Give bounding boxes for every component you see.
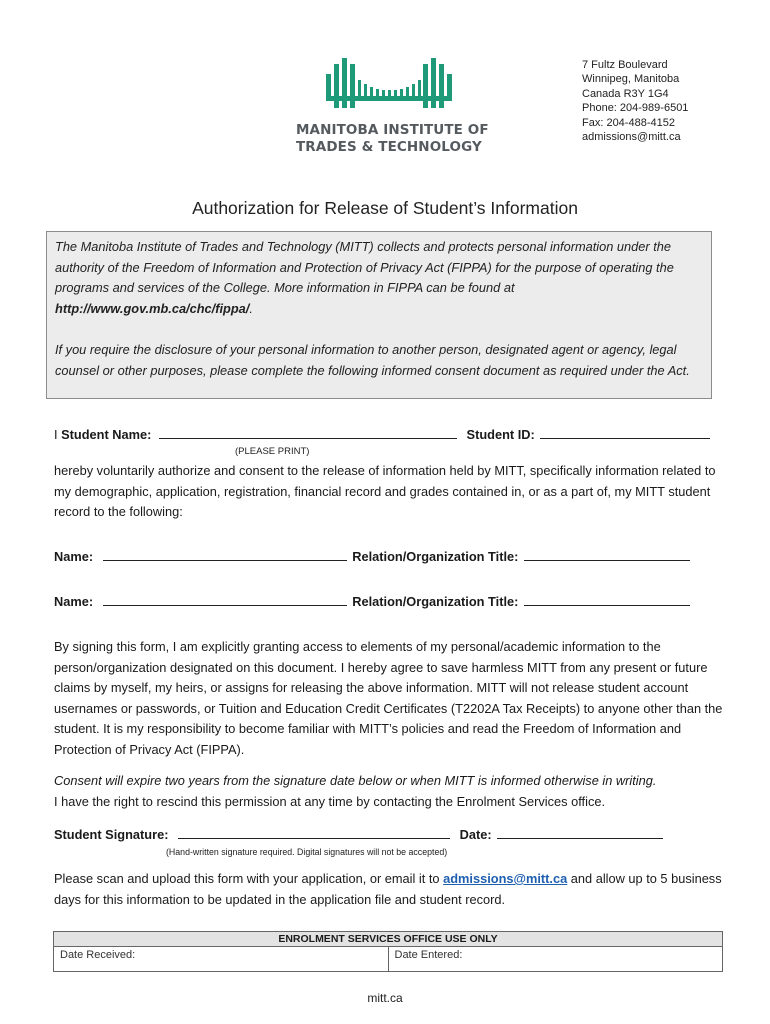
upload-paragraph xyxy=(54,869,734,910)
consent-expiry: Consent will expire two years from the signature date below or when MITT is informed otherwise in writing. xyxy=(54,773,657,788)
upload-text: Please scan and upload this form with your application, or email it to xyxy=(54,871,444,886)
date-entered-cell: Date Entered: xyxy=(388,947,723,972)
student-id-label: Student ID: xyxy=(466,427,535,442)
date-received-cell: Date Received: xyxy=(54,947,389,972)
signature-label: Student Signature: xyxy=(54,827,169,842)
contact-fax: Fax: 204-488-4152 xyxy=(582,116,675,129)
recipient-row-2 xyxy=(54,591,690,613)
office-use-heading: ENROLMENT SERVICES OFFICE USE ONLY xyxy=(54,932,723,947)
footer-website: mitt.ca xyxy=(367,991,403,1005)
contact-block xyxy=(582,58,688,144)
mitt-logo xyxy=(296,58,489,158)
rescind-text: I have the right to rescind this permission at any time by contacting the Enrolment Services office. xyxy=(54,793,606,809)
student-name-field[interactable] xyxy=(159,424,457,439)
notice-period: . xyxy=(249,300,253,316)
contact-street: 7 Fultz Boulevard xyxy=(582,59,668,71)
print-note: (PLEASE PRINT) xyxy=(235,446,310,457)
contact-email: admissions@mitt.ca xyxy=(582,131,681,144)
contact-postal: Canada R3Y 1G4 xyxy=(582,87,669,100)
fippa-link[interactable]: http://www.gov.mb.ca/chc/fippa/ xyxy=(55,300,250,316)
privacy-notice xyxy=(46,231,712,399)
contact-city: Winnipeg, Manitoba xyxy=(582,73,680,86)
bridge-icon xyxy=(326,58,452,110)
recipient-name-label: Name: xyxy=(54,594,94,609)
recipient-row-1 xyxy=(54,546,690,568)
recipient-name-field[interactable] xyxy=(103,546,347,561)
relation-field[interactable] xyxy=(524,591,690,606)
student-prefix: I xyxy=(54,427,58,442)
consent-block xyxy=(54,771,734,812)
signature-line xyxy=(54,824,663,846)
student-id-field[interactable] xyxy=(540,424,710,439)
recipient-name-field[interactable] xyxy=(103,591,347,606)
upload-text-end: and allow up to 5 business days for this information to be updated in the application file and student record. xyxy=(54,871,722,907)
logo-line-2: TRADES & TECHNOLOGY xyxy=(296,139,482,155)
student-line xyxy=(54,424,710,446)
notice-paragraph-2: If you require the disclosure of your personal information to another person, designated agent or agency, legal counsel or other purposes, please complete the following informed consent document as required under the Act. xyxy=(55,341,690,378)
notice-paragraph-1 xyxy=(55,237,703,319)
relation-label: Relation/Organization Title: xyxy=(352,594,519,609)
logo-line-1: MANITOBA INSTITUTE OF xyxy=(296,122,489,138)
student-name-label: Student Name: xyxy=(61,427,152,442)
page-title: Authorization for Release of Student’s Information xyxy=(192,198,578,218)
relation-field[interactable] xyxy=(524,546,690,561)
signature-note: (Hand-written signature required. Digital signatures will not be accepted) xyxy=(166,847,448,857)
contact-phone: Phone: 204-989-6501 xyxy=(582,102,689,115)
signature-date-field[interactable] xyxy=(497,824,663,839)
recipient-name-label: Name: xyxy=(54,549,94,564)
signature-date-label: Date: xyxy=(459,827,492,842)
admissions-email-link[interactable]: admissions@mitt.ca xyxy=(443,871,568,886)
signing-paragraph: By signing this form, I am explicitly granting access to elements of my personal/academic information to the person/organization designated on this document. I hereby agree to save harmless MITT from any present or future claims by myself, my heirs, or assigns for releasing the above information. MITT will not release student account usernames or passwords, or Tuition and Education Credit Certificates (T2202A Tax Receipts) to anyone other than the student. It is my responsibility to become familiar with MITT’s policies and read the Freedom of Information and Protection of Privacy Act (FIPPA). xyxy=(54,639,723,757)
signature-field[interactable] xyxy=(178,824,450,839)
relation-label: Relation/Organization Title: xyxy=(352,549,519,564)
notice-text: The Manitoba Institute of Trades and Technology (MITT) collects and protects personal information under the authority of the Freedom of Information and Protection of Privacy Act (FIPPA) for the purpose of operating the programs and services of the College. More information in FIPPA can be found at xyxy=(55,239,674,296)
authorize-paragraph: hereby voluntarily authorize and consent to the release of information held by MITT, specifically information related to my demographic, application, registration, financial record and grades contained in, or as a part of, my MITT student record to the following: xyxy=(54,463,716,520)
office-use-table xyxy=(53,931,723,972)
